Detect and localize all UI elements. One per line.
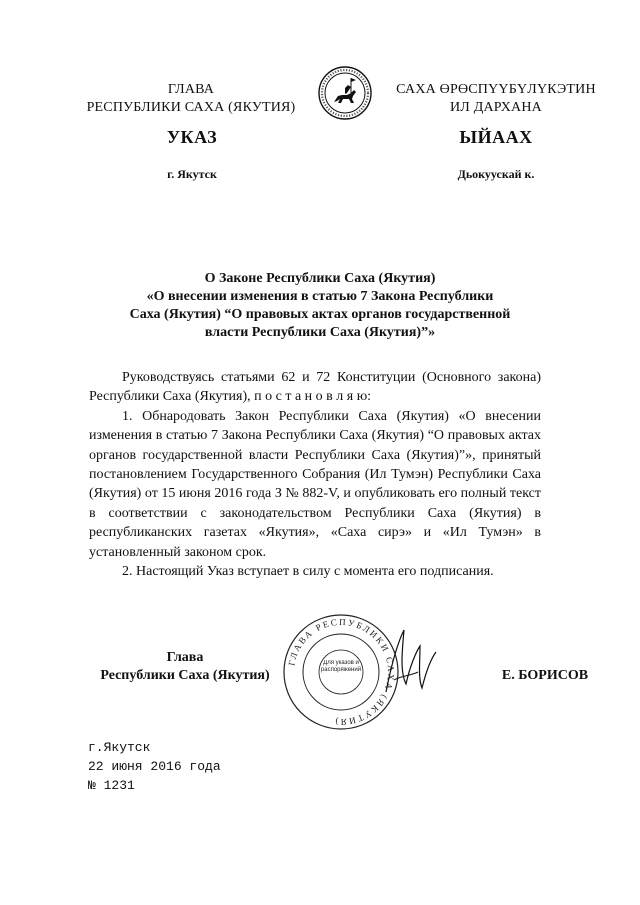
body-item-1: 1. Обнародовать Закон Республики Саха (Якутия) «О внесении изменения в статью 7 Закона Республики Саха (Якутия) “О правовых актах органов государственной власти Республики Саха (Якутия)”», принятый постановлением Государственного Собрания (Ил Тумэн) Республики Саха (Якутия) от 15 июня 2016 года З № 882-V, и опубликовать его полный текст в соответствии с законодательством Республики Саха (Якутия) в республиканских газетах «Якутия», «Саха сирэ» и «Ил Тумэн» в установленный законом срок. xyxy=(89,408,541,560)
issuer-ru xyxy=(72,81,310,117)
doc-type-sah: ЫЙААХ xyxy=(459,127,533,147)
city-ru: г. Якутск xyxy=(167,167,217,181)
issuer-ru-line2: РЕСПУБЛИКИ САХА (ЯКУТИЯ) xyxy=(86,100,296,115)
seal-inner-text: Для указов и распоряжений xyxy=(320,660,362,673)
handwritten-signature xyxy=(380,622,440,702)
city-sah: Дьокуускай к. xyxy=(457,167,535,181)
signatory-name: Е. БОРИСОВ xyxy=(501,668,589,683)
decree-body xyxy=(89,368,541,581)
registration-date: 22 июня 2016 года xyxy=(88,759,221,774)
issuer-sah-line1: САХА ӨРӨСПҮҮБҮЛҮКЭТИН xyxy=(396,82,596,97)
subject-line2: «О внесении изменения в статью 7 Закона Республики xyxy=(146,289,494,304)
signatory-title-line2: Республики Саха (Якутия) xyxy=(100,668,270,683)
signatory-title xyxy=(90,649,280,685)
registration-number: № 1231 xyxy=(88,778,135,793)
coat-of-arms-icon xyxy=(318,66,372,120)
issuer-sah-line2: ИЛ ДАРХАНА xyxy=(449,100,542,115)
seal-text: ГЛАВА РЕСПУБЛИКИ САХА (ЯКУТИЯ) xyxy=(286,616,397,728)
issuer-sah xyxy=(388,81,604,117)
subject-line4: власти Республики Саха (Якутия)”» xyxy=(204,325,436,340)
decree-subject xyxy=(100,270,540,342)
body-item-2: 2. Настоящий Указ вступает в силу с момента его подписания. xyxy=(122,564,494,580)
registration-city: г.Якутск xyxy=(88,740,151,755)
subject-line1: О Законе Республики Саха (Якутия) xyxy=(204,271,436,286)
signatory-title-line1: Глава xyxy=(166,650,204,665)
body-intro: Руководствуясь статьями 62 и 72 Конституции (Основного закона) Республики Саха (Якутия), п о с т а н о в л я ю: xyxy=(89,370,541,405)
subject-line3: Саха (Якутия) “О правовых актах органов государственной xyxy=(129,307,511,322)
issuer-ru-line1: ГЛАВА xyxy=(167,82,215,97)
registration xyxy=(88,738,308,795)
doc-type-ru: УКАЗ xyxy=(166,127,218,147)
